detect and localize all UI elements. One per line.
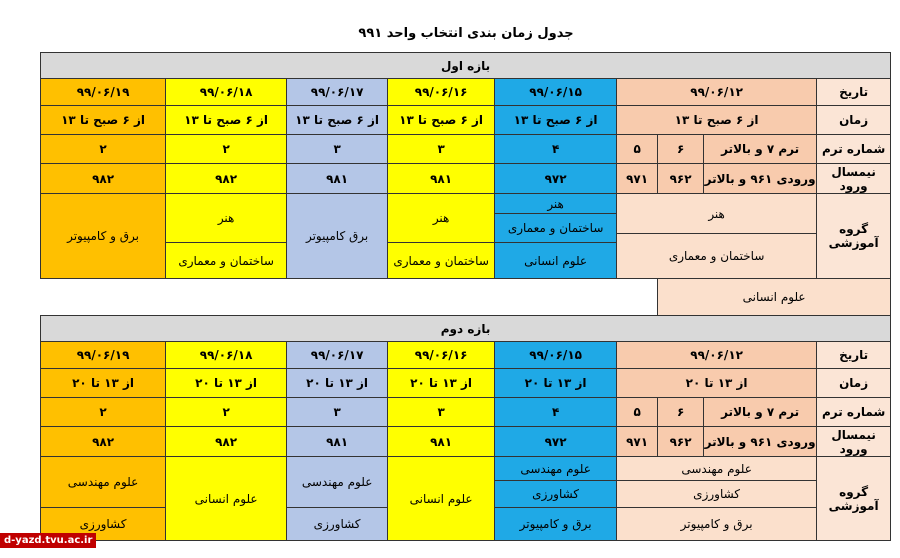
term-cell: ۳: [287, 398, 388, 427]
row-label-date: تاریخ: [817, 342, 891, 369]
entry-cell: ۹۶۲: [658, 164, 704, 194]
time-cell: از ۶ صبح تا ۱۳: [617, 106, 817, 135]
time-cell: از ۱۳ تا ۲۰: [166, 369, 287, 398]
row-label-group: گروه آموزشی: [817, 457, 891, 541]
date-cell: ۹۹/۰۶/۱۸: [166, 342, 287, 369]
group-cell: هنر: [388, 194, 495, 243]
group-cell: علوم مهندسی: [41, 457, 166, 508]
group-cell: علوم انسانی: [388, 457, 495, 541]
term-cell: ۲: [41, 398, 166, 427]
group-cell: علوم انسانی: [495, 243, 617, 279]
row-label-term: شماره ترم: [817, 135, 891, 164]
time-cell: از ۱۳ تا ۲۰: [388, 369, 495, 398]
schedule-table: [40, 52, 891, 541]
row-label-date: تاریخ: [817, 79, 891, 106]
row-label-entry: نیمسال ورود: [817, 427, 891, 457]
date-cell: ۹۹/۰۶/۱۵: [495, 79, 617, 106]
group-cell: علوم مهندسی: [495, 457, 617, 481]
time-cell: از ۶ صبح تا ۱۳: [388, 106, 495, 135]
date-cell: ۹۹/۰۶/۱۲: [617, 79, 817, 106]
site-url-watermark: d-yazd.tvu.ac.ir: [0, 533, 96, 548]
group-cell: هنر: [617, 194, 817, 234]
date-cell: ۹۹/۰۶/۱۷: [287, 79, 388, 106]
term-cell: ۲: [41, 135, 166, 164]
group-cell: کشاورزی: [41, 508, 166, 541]
time-cell: از ۱۳ تا ۲۰: [287, 369, 388, 398]
term-cell: ۶: [658, 135, 704, 164]
row-label-group: گروه آموزشی: [817, 194, 891, 279]
entry-cell: ورودی ۹۶۱ و بالاتر: [704, 427, 817, 457]
entry-cell: ۹۸۲: [41, 164, 166, 194]
entry-cell: ورودی ۹۶۱ و بالاتر: [704, 164, 817, 194]
row-label-entry: نیمسال ورود: [817, 164, 891, 194]
group-cell: برق و کامپیوتر: [495, 508, 617, 541]
group-cell: کشاورزی: [287, 508, 388, 541]
date-cell: ۹۹/۰۶/۱۹: [41, 79, 166, 106]
term-cell: ۶: [658, 398, 704, 427]
term-cell: ۴: [495, 398, 617, 427]
date-cell: ۹۹/۰۶/۱۵: [495, 342, 617, 369]
group-cell: برق و کامپیوتر: [617, 508, 817, 541]
group-cell: هنر: [166, 194, 287, 243]
entry-cell: ۹۶۲: [658, 427, 704, 457]
row-label-time: زمان: [817, 369, 891, 398]
time-cell: از ۱۳ تا ۲۰: [617, 369, 817, 398]
entry-cell: ۹۸۲: [166, 164, 287, 194]
group-cell: علوم مهندسی: [617, 457, 817, 481]
group-cell: ساختمان و معماری: [495, 214, 617, 243]
entry-cell: ۹۷۲: [495, 427, 617, 457]
row-label-time: زمان: [817, 106, 891, 135]
entry-cell: ۹۸۲: [41, 427, 166, 457]
entry-cell: ۹۸۱: [287, 427, 388, 457]
date-cell: ۹۹/۰۶/۱۹: [41, 342, 166, 369]
term-cell: ترم ۷ و بالاتر: [704, 398, 817, 427]
entry-cell: ۹۸۲: [166, 427, 287, 457]
entry-cell: ۹۸۱: [287, 164, 388, 194]
term-cell: ۲: [166, 398, 287, 427]
term-cell: ۲: [166, 135, 287, 164]
date-cell: ۹۹/۰۶/۱۶: [388, 342, 495, 369]
period-header: بازه اول: [41, 53, 891, 79]
entry-cell: ۹۸۱: [388, 164, 495, 194]
group-cell: علوم انسانی: [166, 457, 287, 541]
time-cell: از ۱۳ تا ۲۰: [41, 369, 166, 398]
term-cell: ترم ۷ و بالاتر: [704, 135, 817, 164]
entry-cell: ۹۷۱: [617, 164, 658, 194]
time-cell: از ۶ صبح تا ۱۳: [495, 106, 617, 135]
time-cell: از ۱۳ تا ۲۰: [495, 369, 617, 398]
period-header: بازه دوم: [41, 316, 891, 342]
group-cell: برق و کامپیوتر: [41, 194, 166, 279]
group-cell: ساختمان و معماری: [388, 243, 495, 279]
term-cell: ۵: [617, 135, 658, 164]
term-cell: ۳: [287, 135, 388, 164]
time-cell: از ۶ صبح تا ۱۳: [166, 106, 287, 135]
date-cell: ۹۹/۰۶/۱۲: [617, 342, 817, 369]
term-cell: ۵: [617, 398, 658, 427]
date-cell: ۹۹/۰۶/۱۶: [388, 79, 495, 106]
entry-cell: ۹۸۱: [388, 427, 495, 457]
group-cell: هنر: [495, 194, 617, 214]
term-cell: ۴: [495, 135, 617, 164]
term-cell: ۳: [388, 135, 495, 164]
row-label-term: شماره ترم: [817, 398, 891, 427]
date-cell: ۹۹/۰۶/۱۸: [166, 79, 287, 106]
term-cell: ۳: [388, 398, 495, 427]
entry-cell: ۹۷۲: [495, 164, 617, 194]
time-cell: از ۶ صبح تا ۱۳: [287, 106, 388, 135]
group-cell: برق کامپیوتر: [287, 194, 388, 279]
group-cell: ساختمان و معماری: [166, 243, 287, 279]
time-cell: از ۶ صبح تا ۱۳: [41, 106, 166, 135]
date-cell: ۹۹/۰۶/۱۷: [287, 342, 388, 369]
group-cell: علوم مهندسی: [287, 457, 388, 508]
group-cell: علوم انسانی: [658, 279, 891, 316]
group-cell: ساختمان و معماری: [617, 234, 817, 279]
page-title: جدول زمان بندی انتخاب واحد ۹۹۱: [358, 26, 574, 41]
group-cell: کشاورزی: [617, 481, 817, 508]
entry-cell: ۹۷۱: [617, 427, 658, 457]
group-cell: کشاورزی: [495, 481, 617, 508]
